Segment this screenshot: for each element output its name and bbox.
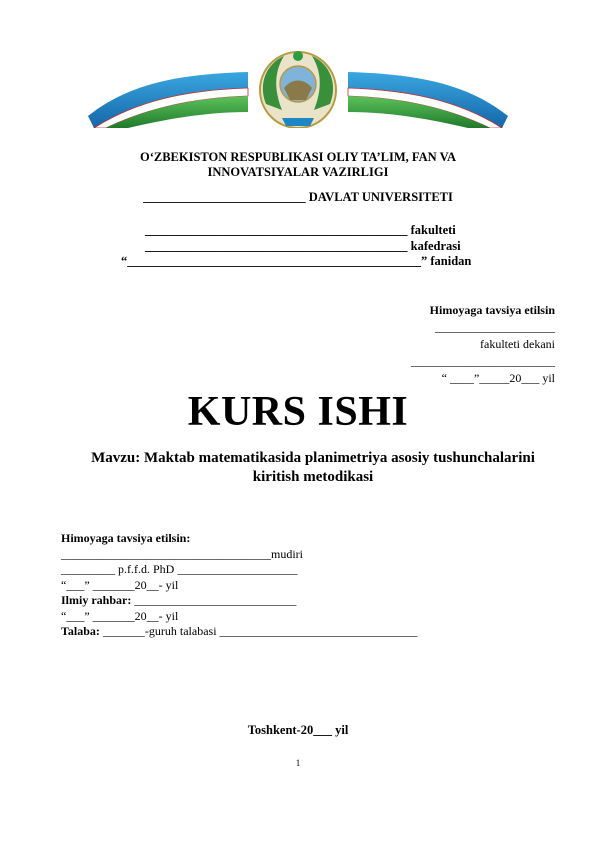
- approval-right-date: “ ____”_____20___ yil: [441, 371, 555, 385]
- head-of-department-line: ___________________________________mudiri: [61, 546, 303, 561]
- ministry-line-1: O‘ZBEKISTON RESPUBLIKASI OLIY TA’LIM, FAN VA: [139, 150, 457, 164]
- university-line: __________________________ DAVLAT UNIVERSITETI: [143, 190, 453, 204]
- approval-right-heading: Himoyaga tavsiya etilsin: [429, 303, 555, 317]
- approval-left-heading: Himoyaga tavsiya etilsin:: [61, 531, 191, 545]
- topic-block: [62, 449, 564, 487]
- state-emblem-banner-icon: [88, 44, 508, 128]
- supervisor-label: Ilmiy rahbar:: [61, 593, 135, 607]
- document-title: KURS ISHI: [187, 389, 409, 435]
- city-year: Toshkent-20___ yil: [247, 723, 349, 737]
- ministry-line-2: INNOVATSIYALAR VAZIRLIGI: [207, 165, 389, 179]
- approval-right-line-1: ____________________: [435, 320, 555, 334]
- page-number: 1: [295, 758, 301, 768]
- faculty-line: __________________________________________ fakulteti: [145, 223, 456, 237]
- topic-line-1: Mavzu: Maktab matematikasida planimetriya asosiy tushunchalarini: [91, 450, 535, 466]
- department-line: __________________________________________ kafedrasi: [145, 239, 461, 253]
- approval-left-date-2: “___” _______20__- yil: [61, 608, 179, 623]
- supervisor-line: ___________________________: [134, 593, 297, 607]
- ministry-name: [0, 150, 596, 180]
- subject-line: “_______________________________________________” fanidan: [121, 254, 472, 268]
- student-line: _______-guruh talabasi _________________________________: [102, 624, 418, 638]
- supervisor-row: [61, 593, 418, 609]
- faculty-department-block: [145, 222, 461, 254]
- dean-label: fakulteti dekani: [480, 337, 555, 351]
- topic-line-2: kiritish metodikasi: [252, 469, 374, 485]
- approval-right-block: [411, 302, 555, 387]
- degree-line: _________ p.f.f.d. PhD ____________________: [61, 562, 298, 576]
- approval-left-date-1: “___” _______20__- yil: [61, 577, 179, 592]
- student-row: [61, 624, 418, 640]
- approval-left-block: [61, 531, 418, 640]
- approval-right-line-2: ________________________: [411, 354, 555, 368]
- student-label: Talaba:: [61, 624, 103, 638]
